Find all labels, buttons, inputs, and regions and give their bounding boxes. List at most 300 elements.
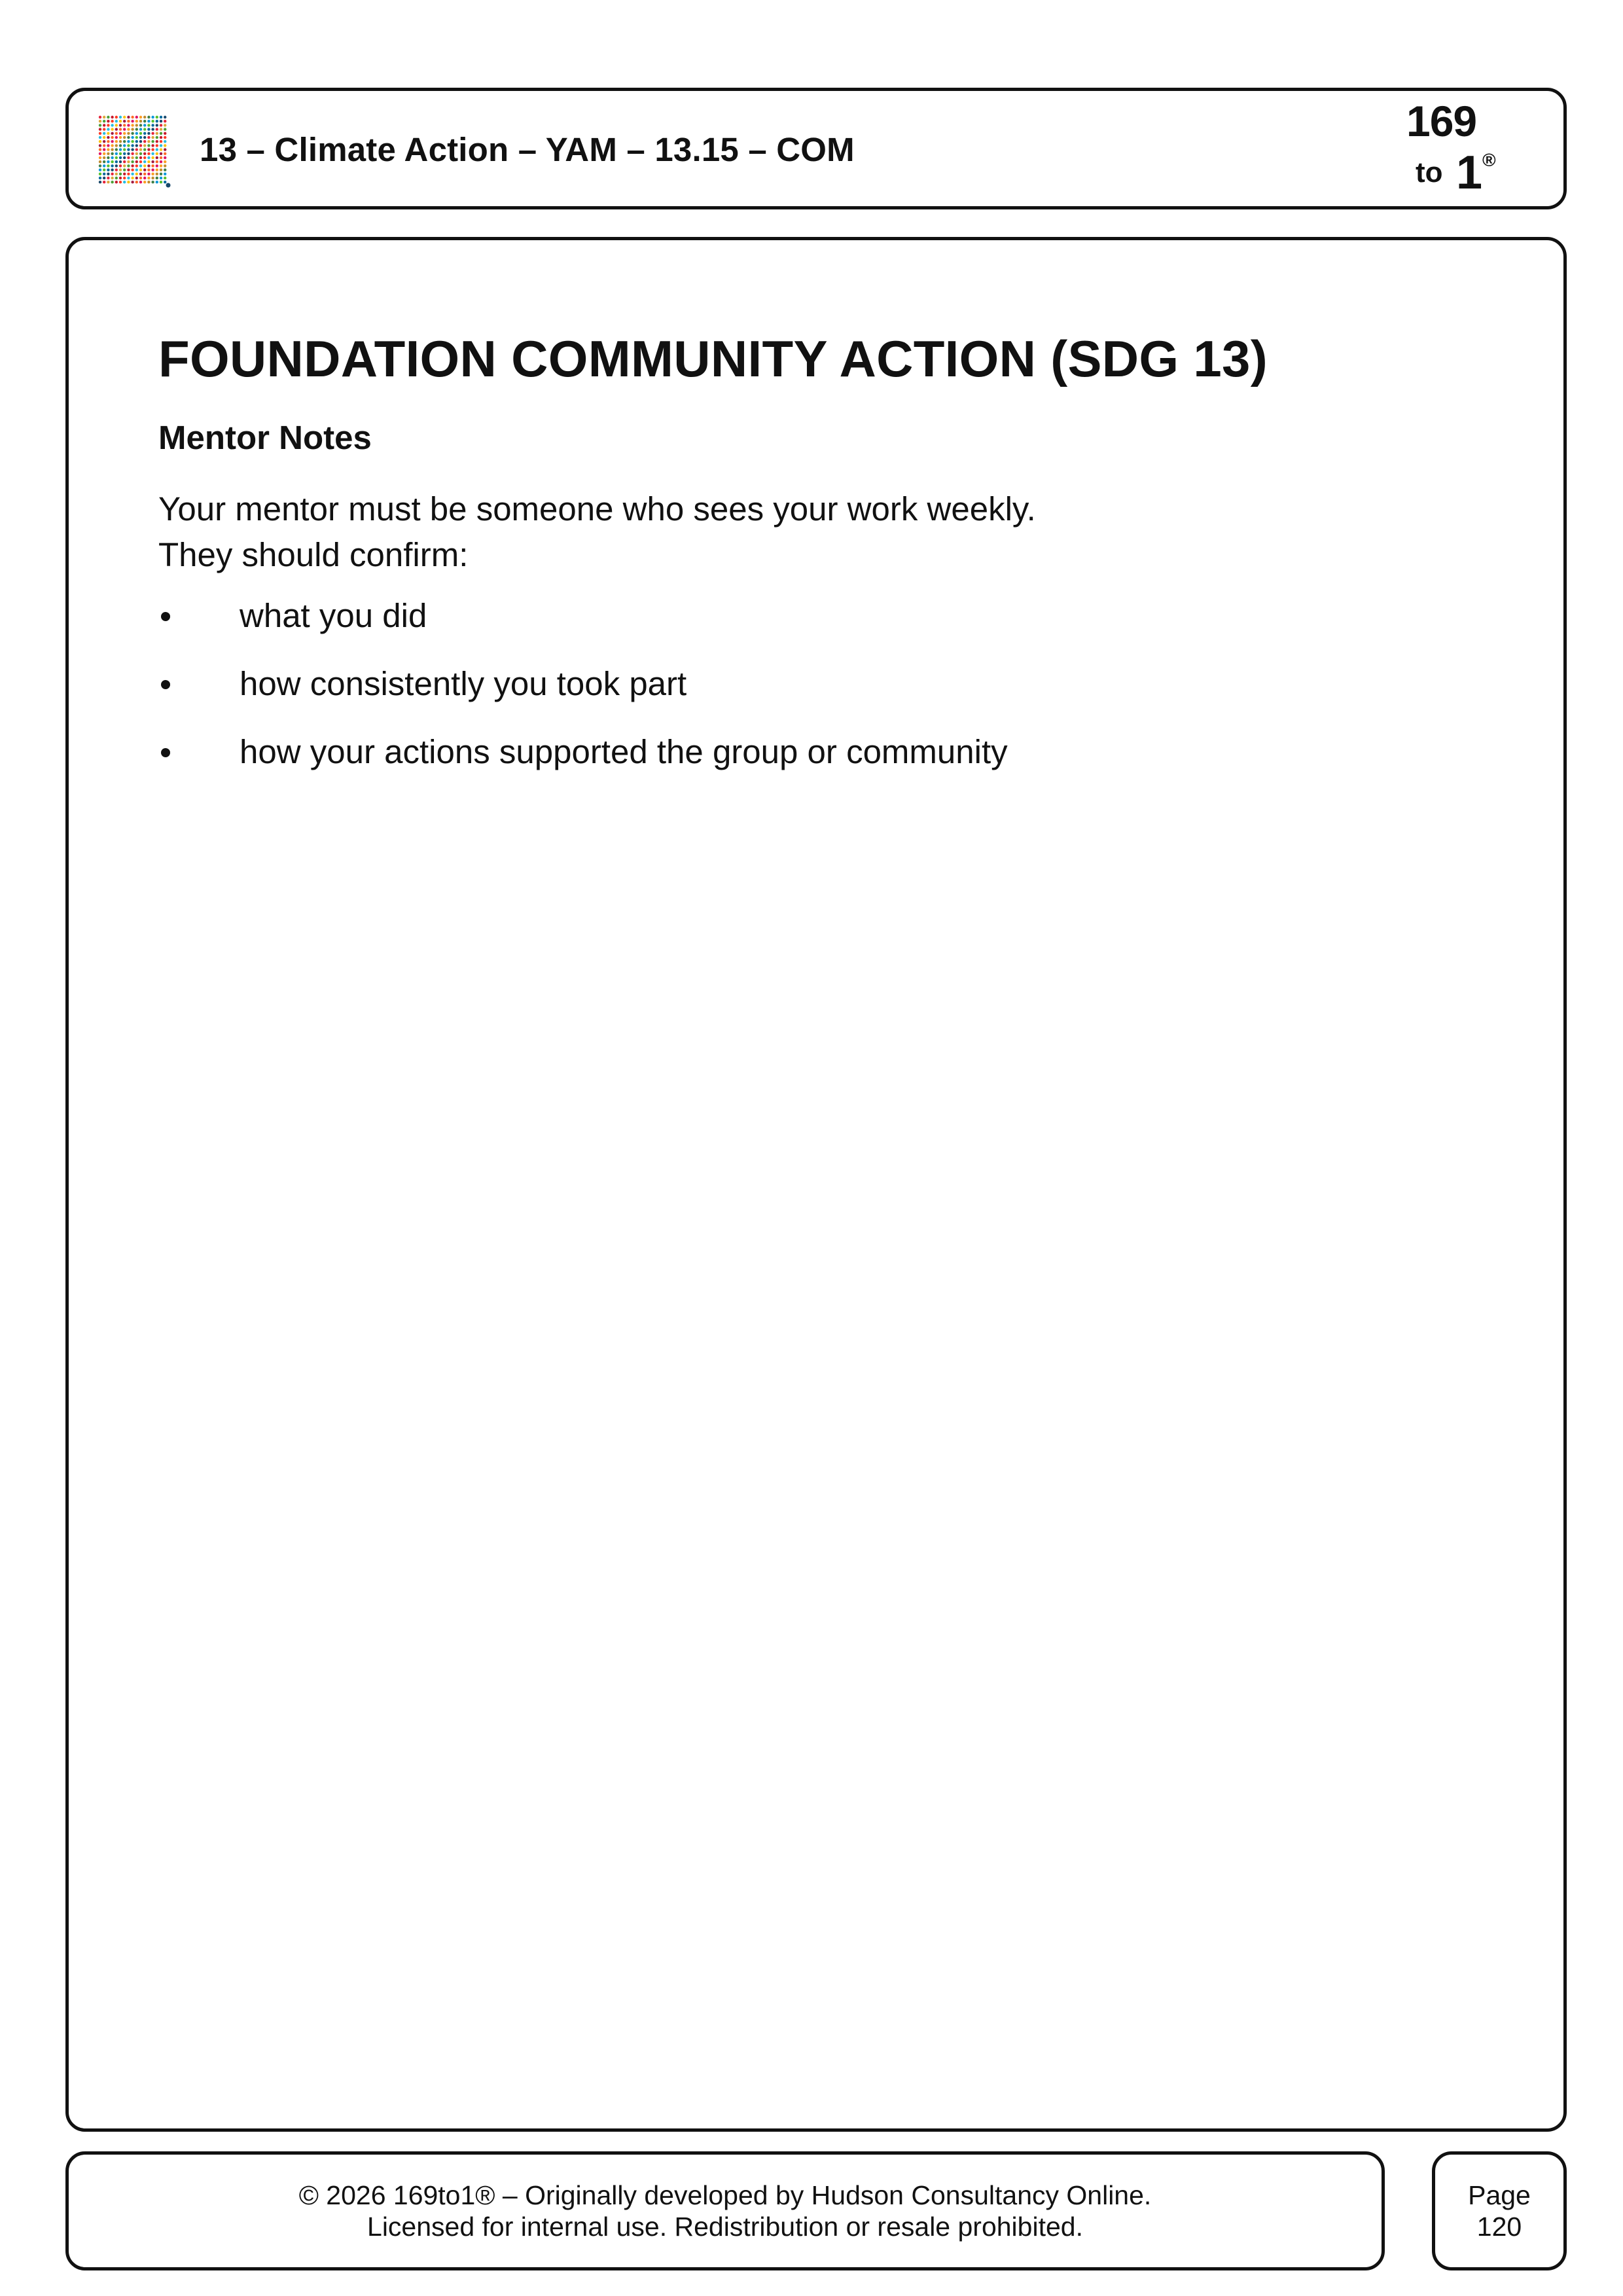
logo-dot xyxy=(156,140,158,143)
page-title: FOUNDATION COMMUNITY ACTION (SDG 13) xyxy=(158,330,1268,387)
logo-dot xyxy=(139,116,142,118)
page-number-box xyxy=(1432,2151,1567,2270)
logo-dot xyxy=(160,128,162,130)
page-number-value: 120 xyxy=(1476,2212,1522,2242)
logo-dot xyxy=(107,144,109,147)
logo-dot xyxy=(147,168,150,171)
logo-dot xyxy=(139,173,142,175)
logo-dot xyxy=(160,152,162,155)
logo-dot xyxy=(115,140,118,143)
logo-dot xyxy=(143,120,146,122)
bullet-icon xyxy=(161,748,170,757)
logo-dot xyxy=(143,177,146,179)
logo-dot xyxy=(107,116,109,118)
logo-dot xyxy=(131,177,134,179)
logo-dot xyxy=(156,181,158,183)
logo-dot xyxy=(131,156,134,159)
logo-dot xyxy=(135,181,138,183)
logo-dot xyxy=(115,148,118,151)
logo-dot xyxy=(156,136,158,139)
logo-dot xyxy=(164,173,166,175)
logo-dot xyxy=(147,156,150,159)
logo-dot xyxy=(151,164,154,167)
logo-dot xyxy=(99,132,101,135)
logo-dot xyxy=(119,173,122,175)
logo-dot xyxy=(147,152,150,155)
logo-dot xyxy=(103,160,105,163)
logo-dot xyxy=(143,140,146,143)
logo-dot xyxy=(111,156,113,159)
logo-dot xyxy=(131,136,134,139)
logo-dot xyxy=(131,116,134,118)
logo-dot xyxy=(127,164,130,167)
logo-dot xyxy=(123,152,126,155)
logo-dot xyxy=(123,148,126,151)
logo-dot xyxy=(164,152,166,155)
logo-dot xyxy=(151,148,154,151)
logo-dot xyxy=(123,177,126,179)
logo-dot xyxy=(127,160,130,163)
logo-dot xyxy=(143,181,146,183)
logo-dot xyxy=(127,156,130,159)
logo-dot xyxy=(99,120,101,122)
logo-dot xyxy=(131,164,134,167)
logo-dot xyxy=(115,173,118,175)
logo-dot xyxy=(119,132,122,135)
main-content-panel xyxy=(65,237,1567,2132)
logo-dot xyxy=(127,144,130,147)
logo-dot xyxy=(160,120,162,122)
logo-dot xyxy=(99,156,101,159)
logo-dot xyxy=(115,116,118,118)
logo-dot xyxy=(111,132,113,135)
logo-dot xyxy=(131,181,134,183)
intro-line: Your mentor must be someone who sees your work weekly. xyxy=(158,490,1036,528)
logo-dot xyxy=(164,128,166,130)
logo-dot xyxy=(131,144,134,147)
logo-dot xyxy=(119,164,122,167)
logo-dot xyxy=(135,148,138,151)
logo-dot xyxy=(127,128,130,130)
logo-dot xyxy=(156,120,158,122)
logo-dot xyxy=(164,116,166,118)
logo-dot xyxy=(123,173,126,175)
logo-dot xyxy=(107,177,109,179)
logo-dot xyxy=(107,164,109,167)
logo-dot xyxy=(147,132,150,135)
logo-dot xyxy=(123,160,126,163)
logo-dot xyxy=(107,160,109,163)
logo-dot xyxy=(164,124,166,126)
logo-dot xyxy=(103,152,105,155)
list-item-text: what you did xyxy=(240,597,427,634)
logo-dot xyxy=(115,124,118,126)
logo-dot xyxy=(143,116,146,118)
logo-dot xyxy=(151,160,154,163)
logo-dot xyxy=(99,144,101,147)
bullet-list xyxy=(158,596,1008,800)
logo-dot xyxy=(119,116,122,118)
logo-dot xyxy=(99,168,101,171)
logo-dot xyxy=(119,144,122,147)
logo-dot xyxy=(135,168,138,171)
logo-dot xyxy=(111,144,113,147)
logo-dot xyxy=(160,168,162,171)
logo-dot xyxy=(139,177,142,179)
page-number xyxy=(1435,2179,1563,2242)
logo-dot xyxy=(111,164,113,167)
logo-dot xyxy=(127,168,130,171)
logo-dot xyxy=(147,148,150,151)
logo-dot xyxy=(139,164,142,167)
logo-dot xyxy=(160,140,162,143)
logo-dot xyxy=(151,136,154,139)
logo-dot xyxy=(160,164,162,167)
logo-dot xyxy=(143,128,146,130)
logo-dot xyxy=(99,160,101,163)
logo-dot xyxy=(151,173,154,175)
logo-dot xyxy=(111,124,113,126)
logo-dot xyxy=(147,140,150,143)
logo-dot xyxy=(143,152,146,155)
logo-dot xyxy=(151,177,154,179)
logo-dot xyxy=(127,136,130,139)
logo-dot xyxy=(135,177,138,179)
logo-dot xyxy=(119,140,122,143)
logo-dot xyxy=(103,120,105,122)
logo-dot xyxy=(139,124,142,126)
brand-169: 169 xyxy=(1406,97,1477,145)
list-item-text: how consistently you took part xyxy=(240,665,687,702)
logo-dot xyxy=(111,152,113,155)
logo-dot xyxy=(119,120,122,122)
list-item xyxy=(158,664,1008,732)
logo-dot xyxy=(164,156,166,159)
logo-dot xyxy=(115,120,118,122)
logo-dot xyxy=(147,124,150,126)
logo-dot xyxy=(139,152,142,155)
logo-dot xyxy=(131,173,134,175)
copyright-line: © 2026 169to1® – Originally developed by Hudson Consultancy Online. xyxy=(298,2180,1152,2210)
logo-dot xyxy=(135,120,138,122)
logo-dot xyxy=(115,132,118,135)
logo-dot xyxy=(115,177,118,179)
logo-dot xyxy=(151,120,154,122)
logo-dot xyxy=(107,132,109,135)
logo-dot xyxy=(135,140,138,143)
logo-dot xyxy=(103,128,105,130)
logo-dot xyxy=(99,181,101,183)
brand-mark xyxy=(1387,96,1505,201)
logo-dot xyxy=(107,168,109,171)
logo-dot xyxy=(127,173,130,175)
logo-dot xyxy=(139,144,142,147)
logo-dot xyxy=(143,156,146,159)
logo-dot xyxy=(123,156,126,159)
list-item-text: how your actions supported the group or community xyxy=(240,733,1008,770)
logo-dot xyxy=(151,116,154,118)
logo-dot xyxy=(160,144,162,147)
logo-dot xyxy=(135,160,138,163)
logo-dot xyxy=(131,148,134,151)
logo-dot xyxy=(111,160,113,163)
logo-dot xyxy=(111,181,113,183)
header-bar xyxy=(65,88,1567,209)
logo-dot xyxy=(139,136,142,139)
brand-registered-mark: ® xyxy=(1482,150,1496,170)
logo-dot xyxy=(127,148,130,151)
logo-dot xyxy=(164,148,166,151)
logo-dot xyxy=(107,136,109,139)
logo-dot xyxy=(164,136,166,139)
logo-dot xyxy=(111,120,113,122)
logo-dot xyxy=(156,164,158,167)
logo-dot xyxy=(99,152,101,155)
logo-dot xyxy=(156,148,158,151)
logo-dot xyxy=(99,124,101,126)
logo-dot xyxy=(151,181,154,183)
brand-to: to xyxy=(1416,156,1443,188)
logo-dot xyxy=(103,177,105,179)
logo-dot xyxy=(164,160,166,163)
logo-dot xyxy=(143,160,146,163)
logo-dot xyxy=(156,116,158,118)
logo-dot xyxy=(127,116,130,118)
logo-dot xyxy=(139,128,142,130)
logo-dot xyxy=(103,116,105,118)
logo-dot xyxy=(135,164,138,167)
logo-dot xyxy=(151,132,154,135)
logo-dot xyxy=(111,128,113,130)
logo-dot xyxy=(164,120,166,122)
logo-dot xyxy=(156,124,158,126)
logo-dot xyxy=(139,181,142,183)
logo-dot xyxy=(135,132,138,135)
logo-dot xyxy=(156,144,158,147)
logo-dot xyxy=(107,128,109,130)
logo-dot xyxy=(131,168,134,171)
logo-dot xyxy=(135,136,138,139)
logo-dot xyxy=(99,136,101,139)
logo-dot xyxy=(119,152,122,155)
logo-dot xyxy=(164,164,166,167)
copyright-notice xyxy=(69,2179,1382,2242)
logo-dot xyxy=(147,177,150,179)
logo-dot xyxy=(164,181,166,183)
logo-dot xyxy=(115,136,118,139)
list-item xyxy=(158,732,1008,800)
logo-dot xyxy=(131,128,134,130)
logo-dot xyxy=(156,156,158,159)
logo-dot xyxy=(147,128,150,130)
logo-dot xyxy=(139,160,142,163)
logo-dot xyxy=(151,128,154,130)
logo-dot xyxy=(99,173,101,175)
logo-dot xyxy=(160,136,162,139)
logo-dot xyxy=(123,132,126,135)
logo-dot xyxy=(135,173,138,175)
logo-dot xyxy=(147,160,150,163)
logo-dot xyxy=(156,173,158,175)
logo-dot xyxy=(103,173,105,175)
logo-dot xyxy=(143,164,146,167)
logo-dot xyxy=(156,160,158,163)
logo-dot xyxy=(115,156,118,159)
logo-dot xyxy=(127,177,130,179)
logo-dot xyxy=(103,144,105,147)
logo-dot xyxy=(131,140,134,143)
logo-dot xyxy=(107,148,109,151)
logo-dot xyxy=(131,124,134,126)
logo-dot xyxy=(123,128,126,130)
logo-dot xyxy=(164,168,166,171)
logo-dot xyxy=(160,181,162,183)
logo-dot xyxy=(160,173,162,175)
logo-dot xyxy=(103,148,105,151)
logo-dot xyxy=(111,168,113,171)
logo-dot xyxy=(99,128,101,130)
logo-dot xyxy=(135,124,138,126)
logo-dot xyxy=(139,132,142,135)
logo-dot xyxy=(107,156,109,159)
logo-dot xyxy=(119,124,122,126)
logo-dot xyxy=(103,124,105,126)
logo-dot xyxy=(147,144,150,147)
logo-dot xyxy=(160,116,162,118)
logo-dot xyxy=(151,168,154,171)
logo-dot xyxy=(160,124,162,126)
logo-dot xyxy=(160,160,162,163)
logo-dot xyxy=(164,140,166,143)
license-line: Licensed for internal use. Redistribution or resale prohibited. xyxy=(367,2212,1083,2242)
logo-dot xyxy=(143,124,146,126)
logo-dot xyxy=(123,140,126,143)
logo-dot xyxy=(115,160,118,163)
logo-dot xyxy=(164,177,166,179)
logo-dot xyxy=(143,148,146,151)
logo-dot xyxy=(111,173,113,175)
intro-line: They should confirm: xyxy=(158,536,469,573)
logo-dot xyxy=(139,120,142,122)
list-item xyxy=(158,596,1008,664)
logo-dot xyxy=(151,144,154,147)
logo-dot xyxy=(143,136,146,139)
logo-dot xyxy=(103,181,105,183)
logo-dot xyxy=(103,156,105,159)
logo-dot xyxy=(143,168,146,171)
logo-dot xyxy=(143,132,146,135)
logo-dot xyxy=(103,132,105,135)
logo-dot xyxy=(123,181,126,183)
logo-dot xyxy=(127,132,130,135)
logo-dot xyxy=(135,152,138,155)
logo-dot xyxy=(127,120,130,122)
logo-dot xyxy=(147,181,150,183)
logo-dot xyxy=(99,177,101,179)
logo-dot xyxy=(119,177,122,179)
logo-dot xyxy=(139,156,142,159)
logo-dot xyxy=(164,132,166,135)
logo-dot xyxy=(156,152,158,155)
logo-dot xyxy=(119,148,122,151)
logo-dot xyxy=(119,156,122,159)
logo-dot xyxy=(123,116,126,118)
logo-dot xyxy=(131,120,134,122)
sdg-dot-grid-logo-icon xyxy=(98,115,171,188)
logo-dot xyxy=(119,168,122,171)
logo-dot xyxy=(139,140,142,143)
logo-dot xyxy=(111,148,113,151)
logo-dot xyxy=(103,168,105,171)
logo-dot xyxy=(139,148,142,151)
logo-accent-dot xyxy=(166,183,171,188)
logo-dot xyxy=(127,181,130,183)
logo-dot xyxy=(147,136,150,139)
logo-dot xyxy=(127,140,130,143)
logo-dot xyxy=(131,132,134,135)
logo-dot xyxy=(127,124,130,126)
logo-dot xyxy=(151,124,154,126)
logo-dot xyxy=(111,140,113,143)
logo-dot xyxy=(115,128,118,130)
logo-dot xyxy=(119,181,122,183)
footer-copyright-box xyxy=(65,2151,1385,2270)
logo-dot xyxy=(151,152,154,155)
logo-dot xyxy=(115,144,118,147)
logo-dot xyxy=(115,181,118,183)
logo-dot xyxy=(135,144,138,147)
logo-dot xyxy=(123,124,126,126)
document-code-title: 13 – Climate Action – YAM – 13.15 – COM xyxy=(200,131,855,168)
logo-dot xyxy=(135,116,138,118)
logo-dot xyxy=(156,168,158,171)
logo-dot xyxy=(131,152,134,155)
bullet-icon xyxy=(161,612,170,621)
logo-dot xyxy=(123,164,126,167)
logo-dot xyxy=(164,144,166,147)
logo-dot xyxy=(111,177,113,179)
logo-dot xyxy=(160,132,162,135)
logo-dot xyxy=(99,116,101,118)
logo-dot xyxy=(123,120,126,122)
logo-dot xyxy=(156,177,158,179)
logo-dot xyxy=(131,160,134,163)
logo-dot xyxy=(143,144,146,147)
page-label: Page xyxy=(1468,2180,1531,2210)
logo-dot xyxy=(139,168,142,171)
section-subtitle: Mentor Notes xyxy=(158,419,372,456)
logo-dot xyxy=(135,156,138,159)
logo-dot xyxy=(147,173,150,175)
logo-dot xyxy=(103,140,105,143)
logo-dot xyxy=(107,181,109,183)
logo-dot xyxy=(119,128,122,130)
logo-dot xyxy=(143,173,146,175)
logo-dot xyxy=(115,164,118,167)
logo-dot xyxy=(107,124,109,126)
logo-dot xyxy=(160,177,162,179)
logo-dot xyxy=(111,116,113,118)
logo-dot xyxy=(151,156,154,159)
brand-1: 1 xyxy=(1456,147,1483,199)
logo-dot xyxy=(151,140,154,143)
logo-dot xyxy=(123,144,126,147)
logo-dot xyxy=(160,156,162,159)
logo-dot xyxy=(99,148,101,151)
logo-dot xyxy=(107,140,109,143)
logo-dot xyxy=(119,160,122,163)
logo-dot xyxy=(135,128,138,130)
